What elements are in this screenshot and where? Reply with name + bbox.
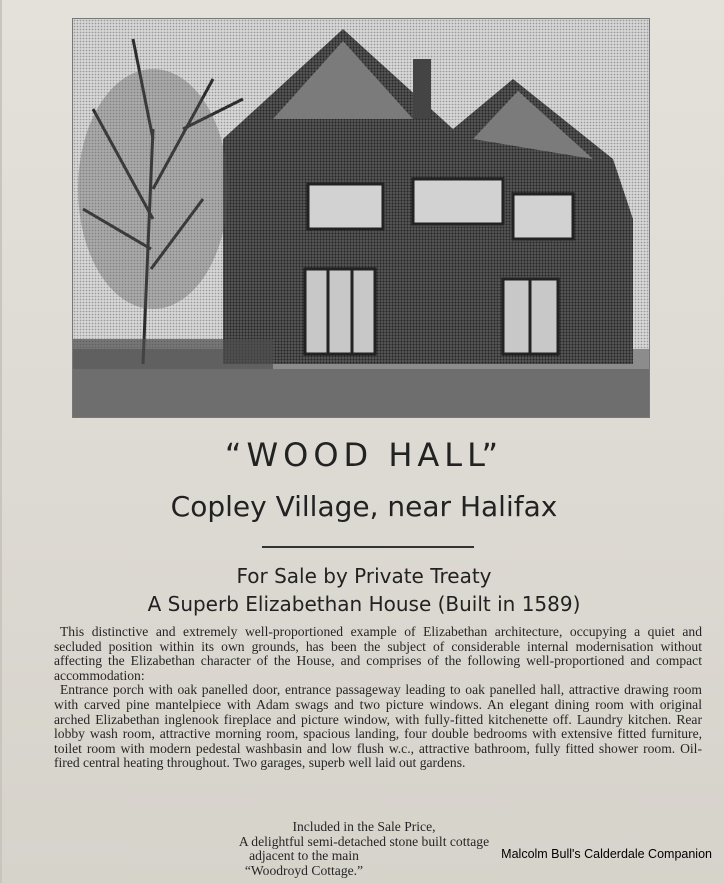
- included-line: “Woodroyd Cottage.”: [244, 862, 364, 878]
- description-paragraph: This distinctive and extremely well-proportioned example of Elizabethan architecture, occupying a quiet and secluded position within its own grounds, has been the subject of considerable internal modernisation without affecting the Elizabethan character of the House, and comprises of the following well-proportioned and compact accommodation:: [54, 624, 702, 683]
- house-photo: [72, 18, 650, 418]
- divider: [262, 546, 474, 548]
- included-line: A delightful semi-detached stone built cottage: [238, 833, 490, 849]
- property-location: Copley Village, near Halifax: [170, 490, 558, 523]
- watermark: Malcolm Bull's Calderdale Companion: [501, 847, 712, 861]
- sale-headline: A Superb Elizabethan House (Built in 1589): [147, 592, 581, 616]
- house-photo-illustration: [73, 19, 649, 417]
- included-line: Included in the Sale Price,: [292, 819, 436, 834]
- property-title: “WOOD HALL”: [224, 436, 504, 474]
- sale-type: For Sale by Private Treaty: [236, 564, 492, 588]
- description-paragraph: Entrance porch with oak panelled door, entrance passageway leading to oak panelled hall, attractive drawing room with carved pine mantelpiece with Adam swags and two picture windows. An elegant dining room with original arched Elizabethan inglenook fireplace and picture window, with fully-fitted kitchenette off. Laundry kitchen. Rear lobby wash room, attractive morning room, spacious landing, four double bedrooms with extensive fitted furniture, toilet room with modern pedestal washbasin and low flush w.c., attractive bathroom, fully fitted shower room. Oil-fired central heating throughout. Two garages, superb well laid out gardens.: [54, 682, 702, 771]
- description: [54, 625, 702, 771]
- included-line: adjacent to the main: [249, 848, 359, 864]
